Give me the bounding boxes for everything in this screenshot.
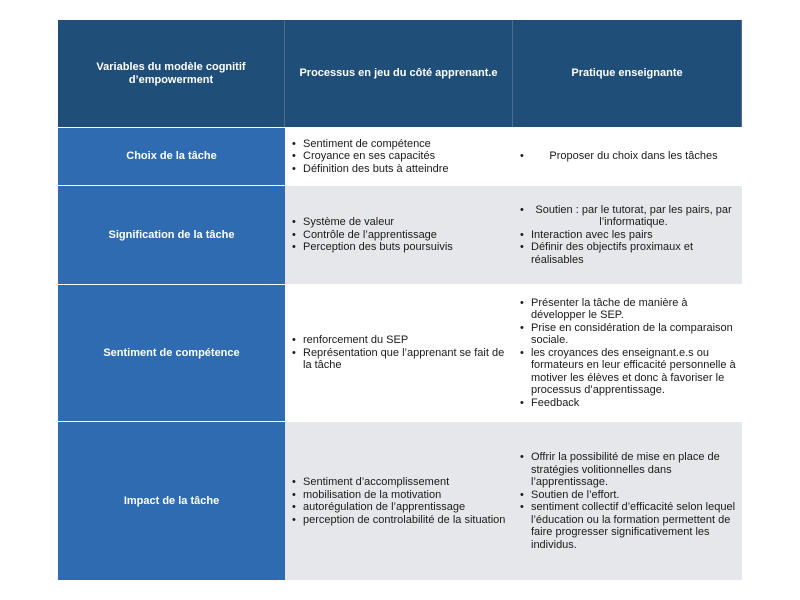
list-item: • Présenter la tâche de manière à développer le SEP. [517,297,736,322]
list-item: • Soutien : par le tutorat, par les pairs, par l’informatique. [517,204,736,229]
row-label-impact: Impact de la tâche [58,421,285,580]
header-process: Processus en jeu du côté apprenant.e [285,20,513,127]
practice-cell-signification [513,185,742,284]
list-item: • sentiment collectif d’efficacité selon lequel l’éducation ou la formation permettent de faire progresser significativement les individus. [517,501,736,551]
list-item: • renforcement du SEP [289,334,507,347]
list-item: • Définir des objectifs proximaux et réalisables [517,241,736,266]
practice-list [517,297,736,410]
list-item: • Prise en considération de la comparaison sociale. [517,322,736,347]
empowerment-table [58,20,742,580]
list-item: • Offrir la possibilité de mise en place de stratégies volitionnelles dans l’apprentissage. [517,451,736,489]
process-list [289,334,507,372]
practice-list [517,451,736,551]
process-list [289,216,507,254]
header-variables: Variables du modèle cognitif d’empowerment [58,20,285,127]
list-item: • Système de valeur [289,216,507,229]
list-item: • autorégulation de l’apprentissage [289,501,507,514]
practice-list [517,204,736,267]
process-cell-impact [285,421,513,580]
practice-cell-impact [513,421,742,580]
list-item: • Proposer du choix dans les tâches [517,150,736,163]
list-item: • Croyance en ses capacités [289,150,507,163]
list-item: • Perception des buts poursuivis [289,241,507,254]
list-item: • Contrôle de l’apprentissage [289,229,507,242]
list-item: • Sentiment d’accomplissement [289,476,507,489]
list-item: • mobilisation de la motivation [289,489,507,502]
process-list [289,476,507,526]
list-item: • Soutien de l’effort. [517,489,736,502]
practice-list [517,150,736,163]
list-item: • Feedback [517,397,736,410]
list-item: • Définition des buts à atteindre [289,163,507,176]
list-item: • Interaction avec les pairs [517,229,736,242]
process-cell-choix [285,127,513,185]
row-label-competence: Sentiment de compétence [58,284,285,421]
process-list [289,138,507,176]
list-item: • Représentation que l’apprenant se fait de la tâche [289,347,507,372]
process-cell-competence [285,284,513,421]
row-label-signification: Signification de la tâche [58,185,285,284]
list-item: • perception de controlabilité de la situation [289,514,507,527]
list-item: • Sentiment de compétence [289,138,507,151]
row-label-choix: Choix de la tâche [58,127,285,185]
header-practice: Pratique enseignante [513,20,742,127]
process-cell-signification [285,185,513,284]
practice-cell-choix [513,127,742,185]
practice-cell-competence [513,284,742,421]
list-item: • les croyances des enseignant.e.s ou formateurs en leur efficacité personnelle à motiver les élèves et donc à favoriser le processus d’apprentissage. [517,347,736,397]
